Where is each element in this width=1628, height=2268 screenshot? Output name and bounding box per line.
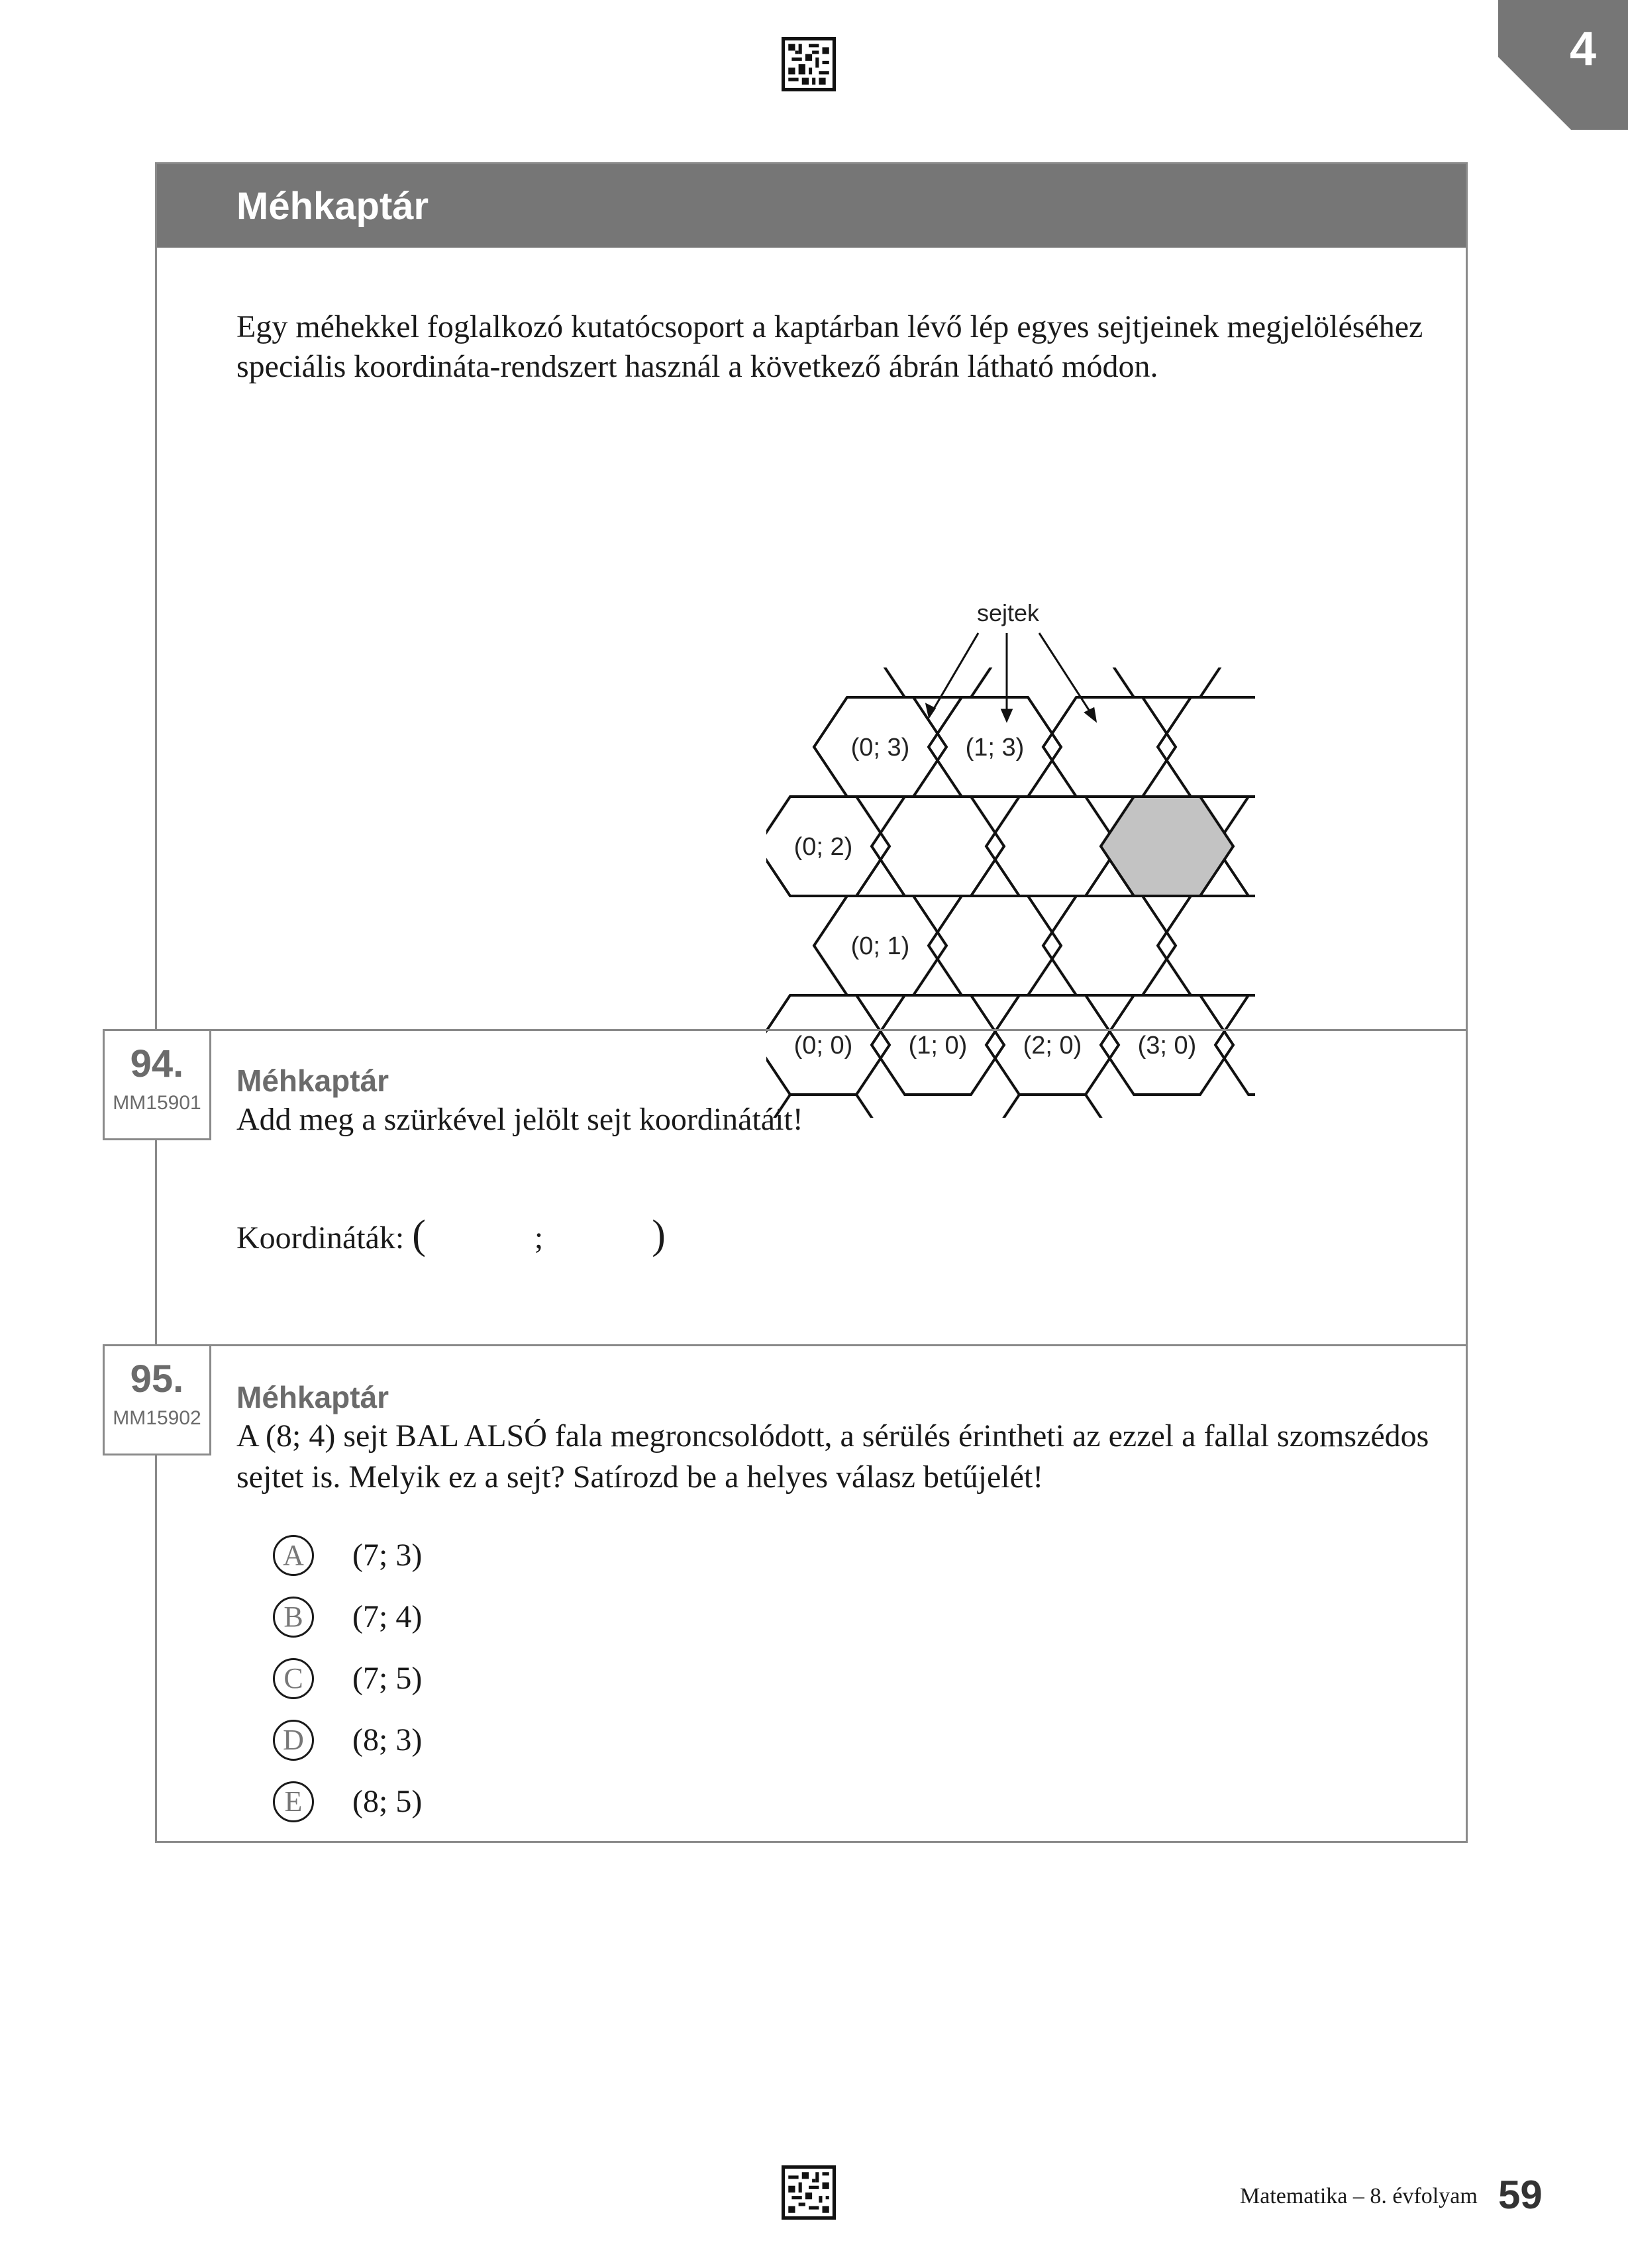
hex-cell <box>872 797 1004 896</box>
option-a-text: (7; 3) <box>352 1538 423 1573</box>
q95-code: MM15902 <box>113 1407 201 1429</box>
chapter-tab <box>1498 0 1628 130</box>
hex-cell <box>986 797 1119 896</box>
option-c-bubble[interactable]: C <box>273 1658 314 1699</box>
hex-cell-label: (0; 2) <box>793 833 853 861</box>
task-frame <box>113 162 1468 1843</box>
hex-cell-label: (0; 0) <box>793 1032 853 1060</box>
q94-answer-line <box>236 1214 666 1259</box>
hex-cell-label: (1; 3) <box>965 734 1025 762</box>
option-d-text: (8; 3) <box>352 1722 423 1757</box>
divider-q94 <box>157 1029 1466 1031</box>
q94-number-box <box>103 1029 211 1140</box>
answer-label: Koordináták: <box>236 1220 405 1256</box>
q95-text: A (8; 4) sejt BAL ALSÓ fala megroncsolódott, a sérülés érintheti az ezzel a fallal szomszédos sejtet is. Melyik ez a sejt? Satírozd be a helyes válasz betűjelét! <box>236 1418 1429 1495</box>
footer-text: Matematika – 8. évfolyam <box>1240 2184 1478 2208</box>
honeycomb-figure <box>766 588 1270 1118</box>
intro-text: Egy méhekkel foglalkozó kutatócsoport a kaptárban lévő lép egyes sejtjeinek megjelöléséhez speciális koordináta-rendszert használ a következő ábrán látható módon. <box>236 309 1423 384</box>
page-number: 59 <box>1498 2173 1543 2217</box>
hex-cell-shaded <box>1101 797 1233 896</box>
hex-cell-label: (2; 0) <box>1023 1032 1082 1060</box>
divider-q95 <box>157 1344 1466 1346</box>
chapter-number: 4 <box>1569 23 1597 75</box>
callout-label: sejtek <box>976 599 1040 626</box>
header-title: Méhkaptár <box>236 185 429 228</box>
q94-number: 94. <box>130 1042 184 1085</box>
q95-title: Méhkaptár <box>236 1380 389 1414</box>
hex-cell <box>1043 896 1176 995</box>
hex-cell <box>929 896 1061 995</box>
hex-cell-label: (3; 0) <box>1137 1032 1197 1060</box>
close-paren: ) <box>652 1212 666 1257</box>
q94-text: Add meg a szürkével jelölt sejt koordinátáit! <box>236 1102 803 1137</box>
q94-code: MM15901 <box>113 1092 201 1114</box>
option-b-bubble[interactable]: B <box>273 1597 314 1638</box>
separator: ; <box>534 1220 544 1256</box>
q95-number-box <box>103 1344 211 1455</box>
hex-cell-partial <box>1101 598 1233 697</box>
hex-cell-label: (0; 1) <box>850 932 910 960</box>
option-c-text: (7; 5) <box>352 1661 423 1696</box>
q95-number: 95. <box>130 1357 184 1401</box>
option-a-bubble[interactable]: A <box>273 1535 314 1576</box>
option-e-text: (8; 5) <box>352 1784 423 1819</box>
header-bar <box>157 164 1466 248</box>
hex-cell <box>1043 697 1176 797</box>
hex-cell-label: (0; 3) <box>850 734 910 762</box>
qr-code-icon <box>782 2165 836 2220</box>
option-b-text: (7; 4) <box>352 1599 423 1634</box>
open-paren: ( <box>412 1212 426 1257</box>
hex-cell-label: (1; 0) <box>908 1032 968 1060</box>
option-d-bubble[interactable]: D <box>273 1720 314 1761</box>
hex-cell-partial <box>1215 995 1270 1095</box>
option-e-bubble[interactable]: E <box>273 1781 314 1822</box>
q94-title: Méhkaptár <box>236 1063 389 1098</box>
qr-code-icon <box>782 37 836 91</box>
